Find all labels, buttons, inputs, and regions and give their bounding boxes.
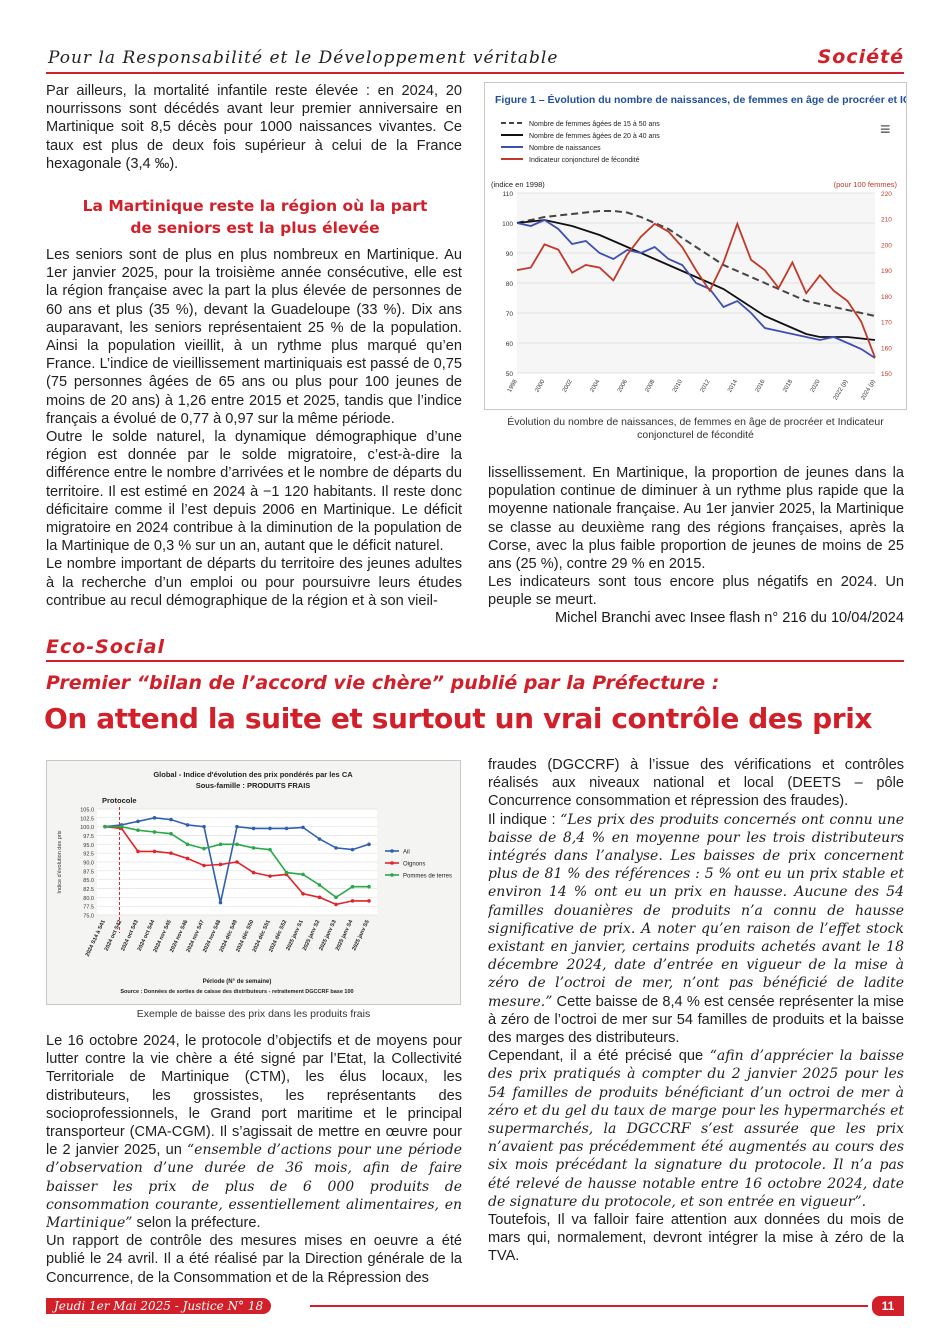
figure2-data-point [136,820,140,824]
figure2-x-tick-label: 2025 janv S3 [318,919,338,952]
figure2-data-point [268,848,272,852]
figure2-x-tick-label: 2025 janv S1 [285,919,305,952]
figure2-x-tick-label: 2024 nov S48 [202,919,223,954]
article2-paragraph-4-end: Cette baisse de 8,4 % est censée représenter la mise à zéro de l’octroi de mer sur 54 familles de produits et la baisse des marges des distributeurs. [488,993,904,1047]
figure2-data-point [202,825,206,829]
figure2-y-tick-label: 97.5 [83,834,94,840]
figure2-x-tick-label: 2024 déc S52 [268,919,289,954]
figure1-y-tick-label: 110 [502,191,513,198]
article1-subhead-line1: La Martinique reste la région où la part [82,197,428,215]
figure2-x-tick-label: 2024 déc S51 [251,919,272,954]
figure2-data-point [219,901,223,905]
figure1-y-tick-label: 90 [505,251,513,258]
figure1-right-tick-label: 160 [881,345,892,353]
article2-body-right [488,756,904,1294]
figure1-legend-label: Nombre de femmes âgées de 20 à 40 ans [529,133,660,140]
figure1-y-tick-label: 80 [505,281,513,288]
figure2-x-tick-label: 2024 déc S50 [235,919,256,954]
figure1-svg [485,83,906,409]
figure2-data-point [235,843,239,847]
figure2-data-point [153,850,157,854]
figure2-legend-label: Oignons [403,861,426,868]
figure1-right-axis-label: (pour 100 femmes) [833,180,897,189]
footer-issue: Jeudi 1er Mai 2025 - Justice N° 18 [46,1298,271,1314]
figure2-data-point [202,847,206,851]
figure2-data-point [169,851,173,855]
figure2-y-tick-label: 105.0 [80,807,94,814]
figure1-menu-icon: ≡ [880,119,891,139]
figure2-data-point [252,846,256,850]
figure2-data-point [334,903,338,907]
figure2-data-point [136,850,140,854]
figure2-svg [47,761,460,1004]
figure2-y-tick-label: 100.0 [80,825,94,832]
figure2-data-point [136,828,140,832]
footer-page-number: 11 [872,1296,904,1316]
figure2-data-point [186,857,190,861]
figure2-data-point [169,818,173,822]
figure2-x-tick-label: 2024 nov S47 [185,919,206,954]
figure1-x-tick-label: 2022 (p) [832,379,850,402]
figure2-y-tick-label: 77.5 [83,904,94,911]
figure1-caption: Évolution du nombre de naissances, de femmes en âge de procréer et Indicateur conjoncturel de fécondité [507,416,884,441]
figure2-data-point [301,892,305,896]
figure1-y-tick-label: 50 [505,371,513,378]
figure2-data-point [351,848,355,852]
article2-paragraph-2: Un rapport de contrôle des mesures mises en oeuvre a été publié le 24 avril. Il a été réalisé par la Direction générale de la Concurrence, de la Consommation et de la Répression des [46,1233,462,1286]
figure2-x-axis-label: Période (N° de semaine) [202,979,272,985]
figure2-data-point [219,863,223,867]
figure2-data-point [186,823,190,827]
figure1-legend-label: Indicateur conjoncturel de fécondité [529,157,640,164]
article2-quote-3: “afin d’apprécier la baisse des prix pratiqués à compter du 2 janvier 2025 pour les 54 familles de produits bénéficiant d’un octroi de mer à zéro et du gel du taux de marge pour les hypermarchés et supermarchés, la DGCCRF s’est assurée que les prix n’avaient pas précédemment été augmentés au cours des six mois précédant la signature du protocole. Il n’a pas été relevé de hausse notable entre 16 octobre 2024, date de signature du protocole, et son entrée en vigueur”. [488,1048,904,1210]
figure2-data-point [219,843,223,847]
figure2-data-point [103,825,107,829]
article1-body-right [488,464,904,610]
figure2-legend-label: Ail [403,849,410,856]
figure2-y-tick-label: 75.0 [83,913,94,920]
article1-paragraph-1: Par ailleurs, la mortalité infantile reste élevée : en 2024, 20 nourrissons sont décédés avant leur premier anniversaire en Martinique soit 8,5 décès pour 1000 naissances vivantes. Ce taux est plus de deux fois supérieur à celui de la France hexagonale (3,4 ‰). [46,83,462,172]
figure1-y-tick-label: 100 [502,221,513,228]
article1-paragraph-4-continued: lissellissement. En Martinique, la proportion de jeunes dans la population continue de diminuer à un rythme plus rapide que la moyenne nationale française. Au 1er janvier 2025, la Martinique se classe au deuxième rang des régions françaises, après la Corse, avec la plus faible proportion de jeunes de moins de 25 ans (25 %), contre 29 % en 2015. [488,465,904,573]
figure2-x-tick-label: 2024 nov S45 [152,919,173,954]
figure2-y-tick-label: 92.5 [83,851,94,858]
article2-paragraph-4 [488,811,904,1048]
figure2-legend-label: Pommes de terres [403,873,453,880]
figure2-caption: Exemple de baisse des prix dans les produits frais [136,1008,371,1020]
figure2-data-point [351,885,355,889]
header-motto: Pour la Responsabilité et le Développement véritable [48,48,559,68]
article1-subhead [50,195,460,239]
figure2-y-axis-label: Indice d'évolution des prix [57,830,63,894]
figure1-right-tick-label: 170 [881,319,892,327]
figure2-data-point [285,827,289,831]
article1-body-left [46,246,462,628]
article2-paragraph-1-end: selon la préfecture. [132,1215,261,1232]
figure1-x-tick-label: 2010 [672,379,684,394]
header-rule [46,72,904,74]
figure2-x-tick-label: 2025 janv S5 [351,919,371,952]
figure2-x-tick-label: 2024 déc S49 [218,919,239,954]
figure1-right-tick-label: 150 [881,371,892,378]
figure1-x-tick-label: 2018 [782,379,795,394]
figure2-subtitle: Sous-famille : PRODUITS FRAIS [195,781,311,790]
figure1-right-tick-label: 210 [881,216,892,224]
figure2-data-point [367,843,371,847]
figure2-data-point [301,826,305,830]
figure2-data-point [334,846,338,850]
figure1-x-tick-label: 2002 [561,379,574,394]
figure1-x-tick-label: 2006 [617,379,629,394]
figure2-data-point [334,896,338,900]
article2-paragraph-1-text: Le 16 octobre 2024, le protocole d’objectifs et de moyens pour lutter contre la vie chère a été signé par l’Etat, la Collectivité Territoriale de Martinique (CTM), les élus locaux, les distributeurs, les grossistes, les représentants des socioprofessionnels, le Grand port maritime et le principal transporteur (CMA-CGM). Il s’agissait de mettre en œuvre pour le 2 janvier 2025, un [46,1033,462,1159]
figure1-right-tick-label: 220 [881,191,892,198]
article2-paragraph-4-start: Il indique : [488,811,561,828]
figure1-x-tick-label: 2008 [644,379,657,394]
figure1-right-tick-label: 190 [881,268,892,276]
figure1-left-axis-label: (indice en 1998) [491,180,545,189]
article2-paragraph-1 [46,1032,462,1232]
article1-subhead-line2: de seniors est la plus élevée [130,219,380,237]
figure2-data-point [351,899,355,903]
figure2-data-point [153,830,157,834]
article1-paragraph-2: Les seniors sont de plus en plus nombreux en Martinique. Au 1er janvier 2025, pour la troisième année consécutive, elle est la région française avec la part la plus élevée de personnes de 60 ans et plus (35 %), devant la Guadeloupe (33 %). Dix ans auparavant, les seniors représentaient 25 % de la population. Ainsi la population vieillit, à un rythme plus marqué qu’en France. L’indice de vieillissement martiniquais est passé de 0,75 (75 personnes âgées de 65 ans ou plus pour 100 jeunes de moins de 20 ans) à 1,26 entre 2015 et 2025, tandis que l’indice français a évolué de 0,77 à 0,97 sur la même période. [46,247,462,427]
figure2-y-tick-label: 102.5 [80,816,94,823]
figure2-data-point [120,825,124,829]
figure2-data-point [285,871,289,875]
figure1-x-tick-label: 2014 [727,379,740,394]
figure2-legend-marker [390,861,394,865]
figure1-x-tick-label: 2020 [809,379,822,394]
figure2-y-tick-label: 95.0 [83,842,94,849]
figure2-annotation: Protocole [102,796,137,805]
article2-headline: On attend la suite et surtout un vrai contrôle des prix [44,702,873,735]
figure2-x-tick-label: 2025 janv S2 [301,919,322,952]
figure2-data-point [235,860,239,864]
eco-social-rule [46,660,904,662]
figure2-data-point [169,832,173,836]
figure2-legend-marker [390,849,394,853]
figure2-data-point [252,827,256,831]
footer-rule [310,1305,868,1307]
figure2-source: Source : Données de sorties de caisse des distributeurs - retraitement DGCCRF base 100 [120,989,354,995]
eco-social-section-label: Eco-Social [46,636,166,658]
figure2-y-tick-label: 85.0 [83,878,94,885]
figure2-price-index-chart [46,760,461,1005]
figure1-x-tick-label: 2012 [699,379,712,394]
figure2-x-tick-label: 2024 nov S46 [169,919,190,954]
figure2-data-point [235,825,239,829]
figure2-x-tick-label: 2024 oct S42 [103,919,124,953]
figure1-x-tick-label: 2004 [589,379,602,394]
article1-intro [46,82,462,173]
article1-signature: Michel Branchi avec Insee flash n° 216 du 10/04/2024 [554,610,904,626]
article2-paragraph-6: Toutefois, Il va falloir faire attention aux données du mois de mars qui, normalement, devront intégrer la mise à zéro de la TVA. [488,1212,904,1265]
article2-paragraph-5-start: Cependant, il a été précisé que [488,1048,710,1065]
figure2-data-point [252,871,256,875]
figure1-x-tick-label: 2024 (p) [860,379,877,402]
figure2-title: Global - Indice d'évolution des prix pondérés par les CA [153,770,353,779]
figure2-data-point [153,816,157,820]
header-section-label: Société [817,46,904,68]
figure2-y-tick-label: 90.0 [83,860,94,867]
article1-paragraph-3: Outre le solde naturel, la dynamique démographique d’une région est donnée par le solde migratoire, c’est-à-dire la différence entre le nombre d’arrivées et le nombre de départs du territoire. Il est estimé en 2024 à −1 120 habitants. Il reste donc déficitaire comme il l’est depuis 2006 en Martinique. Le déficit migratoire en 2024 contribue à la diminution de la population de la Martinique de 0,3 % sur un an, autant que le déficit naturel. [46,429,462,555]
figure1-title: Figure 1 – Évolution du nombre de naissances, de femmes en âge de procréer et ICF* [495,94,906,106]
figure1-births-chart [484,82,907,410]
figure2-x-tick-label: 2024 oct S44 [136,919,157,953]
figure1-legend-label: Nombre de femmes âgées de 15 à 50 ans [529,121,660,128]
figure1-legend-label: Nombre de naissances [529,145,601,152]
figure1-y-tick-label: 60 [505,341,513,348]
figure2-data-point [318,837,322,841]
figure2-x-tick-label: 2024 S14 à S41 [84,919,107,958]
figure1-y-tick-label: 70 [505,311,513,318]
figure2-x-tick-label: 2025 janv S4 [334,919,355,952]
figure2-data-point [268,874,272,878]
figure2-data-point [301,873,305,877]
figure2-data-point [268,827,272,831]
figure2-legend-marker [390,873,394,877]
figure2-data-point [367,885,371,889]
figure2-data-point [367,899,371,903]
article1-paragraph-4: Le nombre important de départs du territoire des jeunes adultes à la recherche d’un emploi ou pour poursuivre leurs études contribue au recul démographique de la région et à son vieil- [46,556,462,609]
figure2-y-tick-label: 82.5 [83,887,94,893]
article2-body-left [46,1032,462,1290]
article2-kicker: Premier “bilan de l’accord vie chère” publié par la Préfecture : [46,672,720,694]
figure2-y-tick-label: 87.5 [83,869,94,876]
figure1-right-tick-label: 200 [881,242,892,250]
article2-quote-2: “Les prix des produits concernés ont connu une baisse de 8,4 % en moyenne pour les trois distributeurs intégrés dans l’analyse. Les baisses de prix concernent plus de 81 % des références : 5 % ont eu un prix stable et environ 14 % ont eu un prix en hausse. Aucune des 54 familles douanières de produits n’a connu de hausse significative de prix. A noter qu’en raison de l’effet stock existant en janvier, certains produits achetés avant le 18 décembre 2024, date d’entrée en vigueur de la mise à zéro de l’octroi de mer, n’ont pas bénéficié de ladite mesure.” [488,811,904,1010]
figure2-data-point [318,883,322,887]
figure1-x-tick-label: 2016 [754,379,767,394]
figure2-x-tick-label: 2024 oct S43 [120,919,140,953]
figure1-right-tick-label: 180 [881,293,892,301]
figure2-y-tick-label: 80.0 [83,895,94,902]
figure1-x-tick-label: 1998 [506,379,519,394]
figure2-data-point [202,864,206,868]
figure2-data-point [318,896,322,900]
article2-paragraph-5 [488,1047,904,1211]
article1-paragraph-5: Les indicateurs sont tous encore plus négatifs en 2024. Un peuple se meurt. [488,574,904,609]
figure1-x-tick-label: 2000 [534,379,547,394]
article2-paragraph-3: fraudes (DGCCRF) à l’issue des vérifications et contrôles réalisés aux niveaux national et local (DEETS – pôle Concurrence consommation et répression des fraudes). [488,757,904,810]
article2-quote-1: “ensemble d’actions pour une période d’observation d’une durée de 36 mois, afin de faire baisser les prix de plus de 6 000 produits de consommation courante, essentiellement alimentaires, en Martinique” [46,1142,462,1232]
figure2-data-point [186,843,190,847]
